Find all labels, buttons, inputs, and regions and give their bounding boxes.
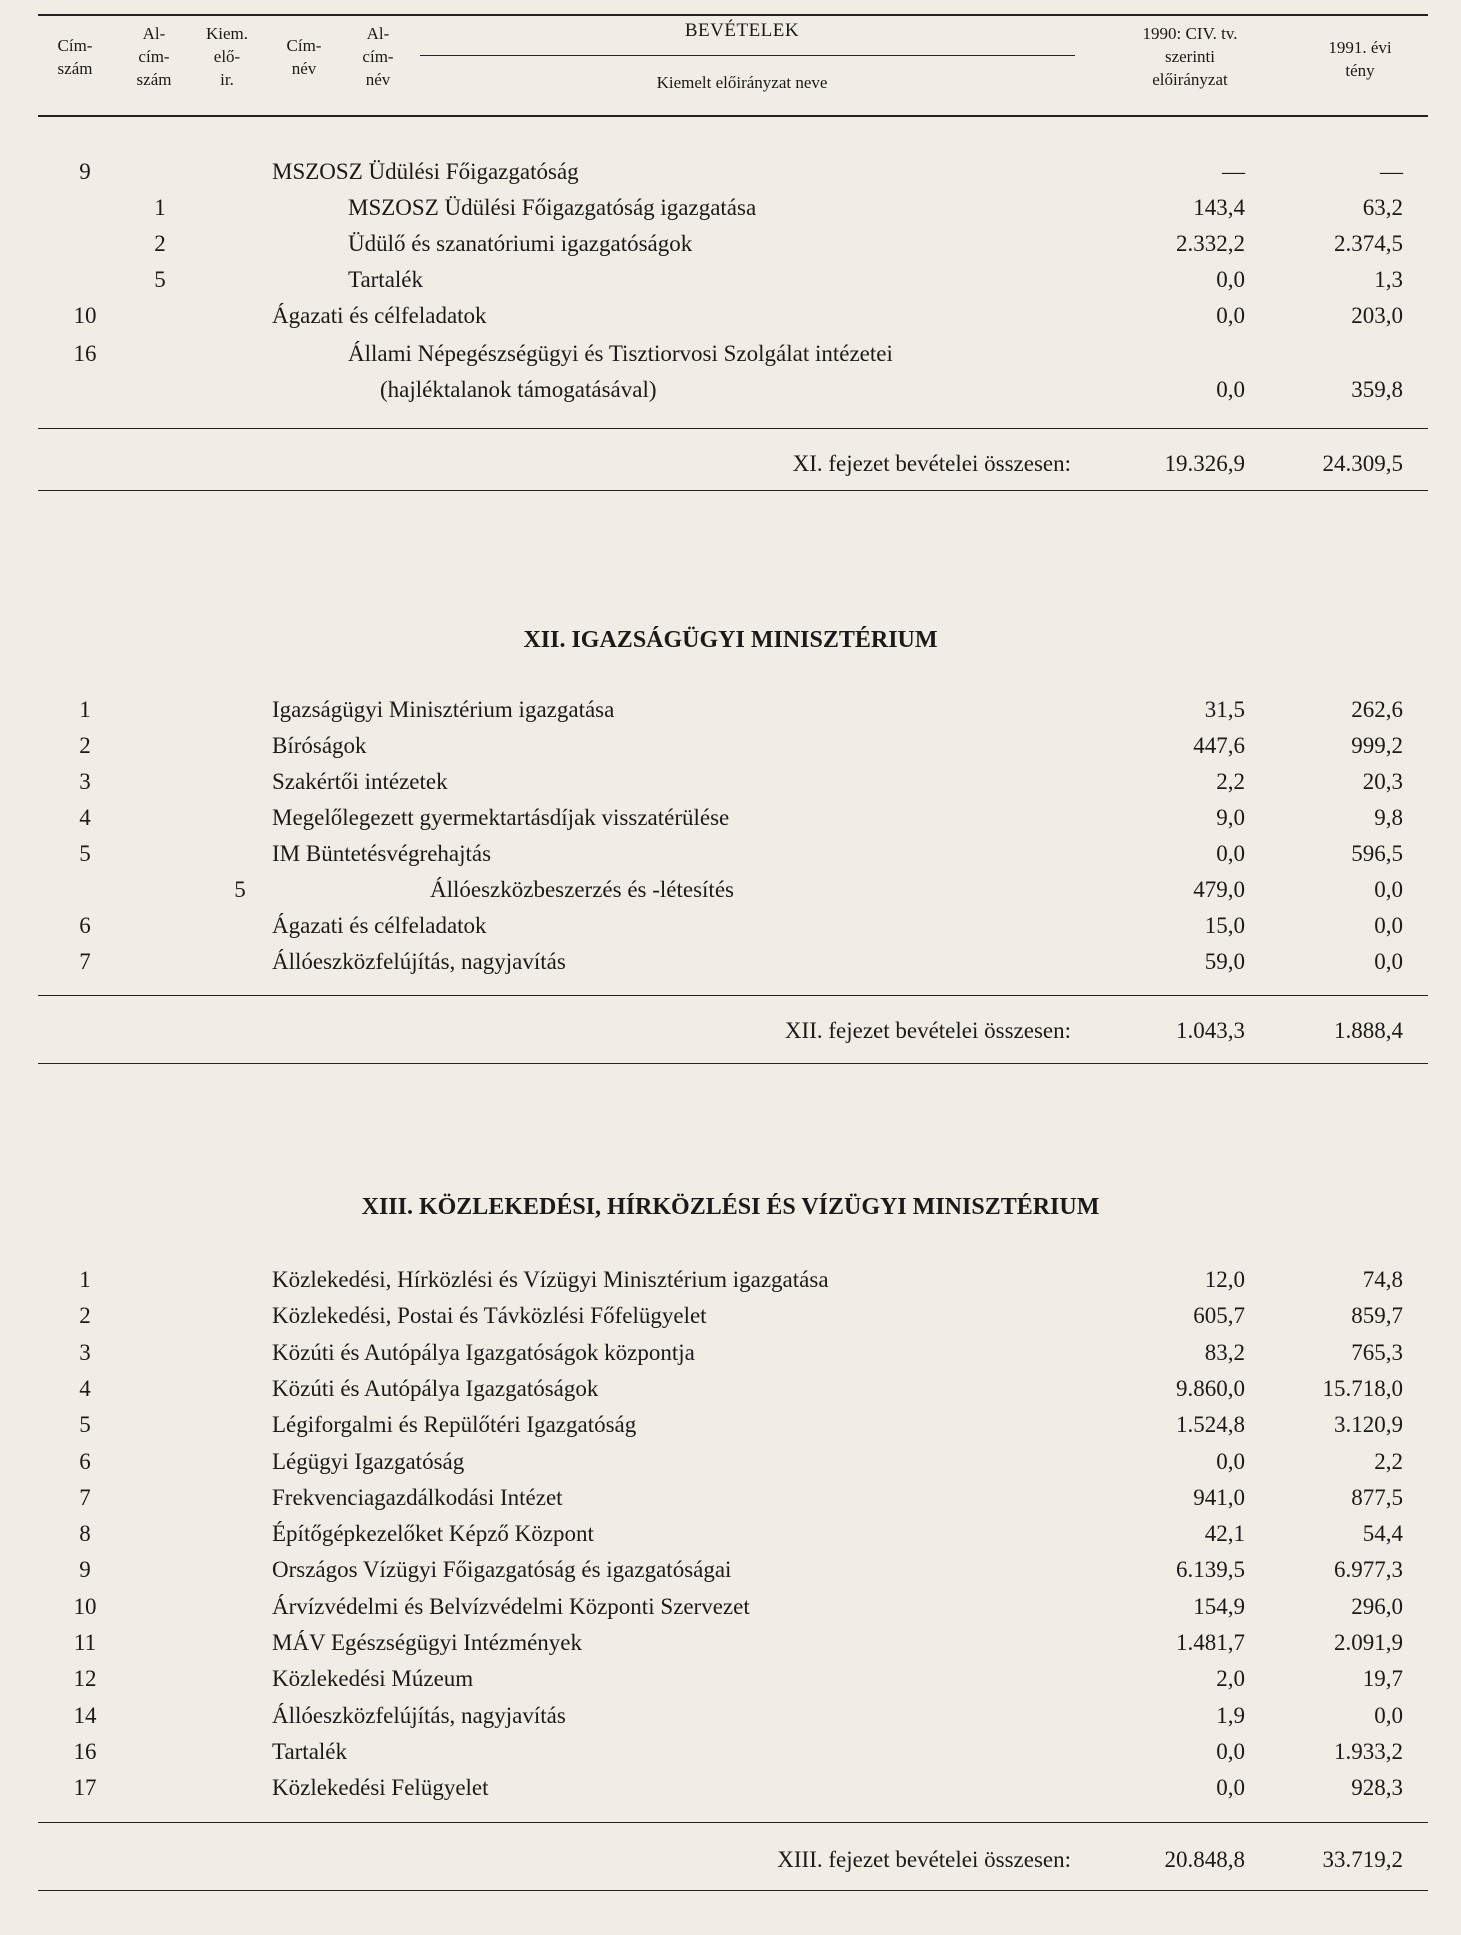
header-bottom-rule	[38, 115, 1428, 117]
table-row: 9 MSZOSZ Üdülési Főigazgatóság — —	[79, 159, 1403, 184]
section-title-xii: XII. IGAZSÁGÜGYI MINISZTÉRIUM	[523, 627, 938, 653]
table-row: 12 Közlekedési Múzeum 2,0 19,7	[73, 1666, 1403, 1691]
total-top-rule	[38, 1822, 1428, 1823]
header-1991: 1991. évi tény	[1328, 38, 1392, 80]
table-row: 6 Légügyi Igazgatóság 0,0 2,2	[79, 1449, 1403, 1474]
header-inner-rule	[420, 55, 1075, 56]
table-row: 1 Közlekedési, Hírközlési és Vízügyi Minisztérium igazgatása 12,0 74,8	[79, 1267, 1403, 1292]
table-row: (hajléktalanok támogatásával) 0,0 359,8	[380, 377, 1403, 402]
table-row: 2 Üdülő és szanatóriumi igazgatóságok 2.332,2 2.374,5	[154, 231, 1403, 256]
table-row: 10 Árvízvédelmi és Belvízvédelmi Központi Szervezet 154,9 296,0	[73, 1594, 1403, 1619]
table-row: 4 Megelőlegezett gyermektartásdíjak visszatérülése 9,0 9,8	[79, 805, 1403, 830]
header-bevetelek: BEVÉTELEK	[684, 20, 800, 41]
table-row: 11 MÁV Egészségügyi Intézmények 1.481,7 2.091,9	[73, 1630, 1403, 1655]
table-row: 3 Közúti és Autópálya Igazgatóságok központja 83,2 765,3	[79, 1340, 1403, 1365]
block-xii-total: XII. fejezet bevételei összesen: 1.043,3 1.888,4	[784, 1018, 1403, 1043]
header-kiemelt-nev: Kiemelt előirányzat neve	[656, 73, 828, 92]
header-alcimszam: Al- cím- szám	[136, 24, 172, 89]
table-row: 4 Közúti és Autópálya Igazgatóságok 9.860,0 15.718,0	[79, 1376, 1403, 1401]
table-row: 1 MSZOSZ Üdülési Főigazgatóság igazgatása 143,4 63,2	[154, 195, 1403, 220]
total-top-rule	[38, 995, 1428, 996]
table-row: 1 Igazságügyi Minisztérium igazgatása 31,5 262,6	[79, 697, 1403, 722]
table-row: 6 Ágazati és célfeladatok 15,0 0,0	[79, 913, 1403, 938]
table-row: 7 Frekvenciagazdálkodási Intézet 941,0 877,5	[79, 1485, 1403, 1510]
header-top-rule	[38, 14, 1428, 16]
section-title-xiii: XIII. KÖZLEKEDÉSI, HÍRKÖZLÉSI ÉS VÍZÜGYI MINISZTÉRIUM	[361, 1194, 1100, 1220]
table-row: 7 Állóeszközfelújítás, nagyjavítás 59,0 0,0	[79, 949, 1403, 974]
header-1990: 1990: CIV. tv. szerinti előirányzat	[1142, 24, 1238, 89]
block-xi-total: XI. fejezet bevételei összesen: 19.326,9 24.309,5	[792, 451, 1403, 476]
header-cimnev: Cím- név	[286, 36, 322, 78]
table-row: 5 Tartalék 0,0 1,3	[154, 267, 1403, 292]
header-cimszam: Cím- szám	[57, 36, 93, 78]
block-xiii-total: XIII. fejezet bevételei összesen: 20.848,8 33.719,2	[777, 1847, 1403, 1872]
table-row: 14 Állóeszközfelújítás, nagyjavítás 1,9 0,0	[73, 1703, 1403, 1728]
table-row: 16 Állami Népegészségügyi és Tisztiorvosi Szolgálat intézetei	[73, 341, 893, 366]
table-row: 5 IM Büntetésvégrehajtás 0,0 596,5	[79, 841, 1403, 866]
table-row: 5 Légiforgalmi és Repülőtéri Igazgatóság 1.524,8 3.120,9	[79, 1412, 1403, 1437]
table-row: 10 Ágazati és célfeladatok 0,0 203,0	[73, 303, 1403, 328]
table-row: 17 Közlekedési Felügyelet 0,0 928,3	[73, 1775, 1403, 1800]
table-row: 16 Tartalék 0,0 1.933,2	[73, 1739, 1403, 1764]
total-bottom-rule	[38, 1890, 1428, 1891]
total-bottom-rule	[38, 490, 1428, 491]
table-row: 9 Országos Vízügyi Főigazgatóság és igazgatóságai 6.139,5 6.977,3	[79, 1557, 1403, 1582]
header-alcimnev: Al- cím- név	[362, 24, 394, 89]
table-row: 5 Állóeszközbeszerzés és -létesítés 479,0 0,0	[234, 877, 1403, 902]
total-top-rule	[38, 428, 1428, 429]
header-kiemelt: Kiem. elő- ir.	[205, 24, 249, 89]
table-row: 2 Közlekedési, Postai és Távközlési Főfelügyelet 605,7 859,7	[79, 1303, 1403, 1328]
table-row: 2 Bíróságok 447,6 999,2	[79, 733, 1403, 758]
total-bottom-rule	[38, 1063, 1428, 1064]
table-row: 3 Szakértői intézetek 2,2 20,3	[79, 769, 1403, 794]
table-row: 8 Építőgépkezelőket Képző Központ 42,1 54,4	[79, 1521, 1403, 1546]
